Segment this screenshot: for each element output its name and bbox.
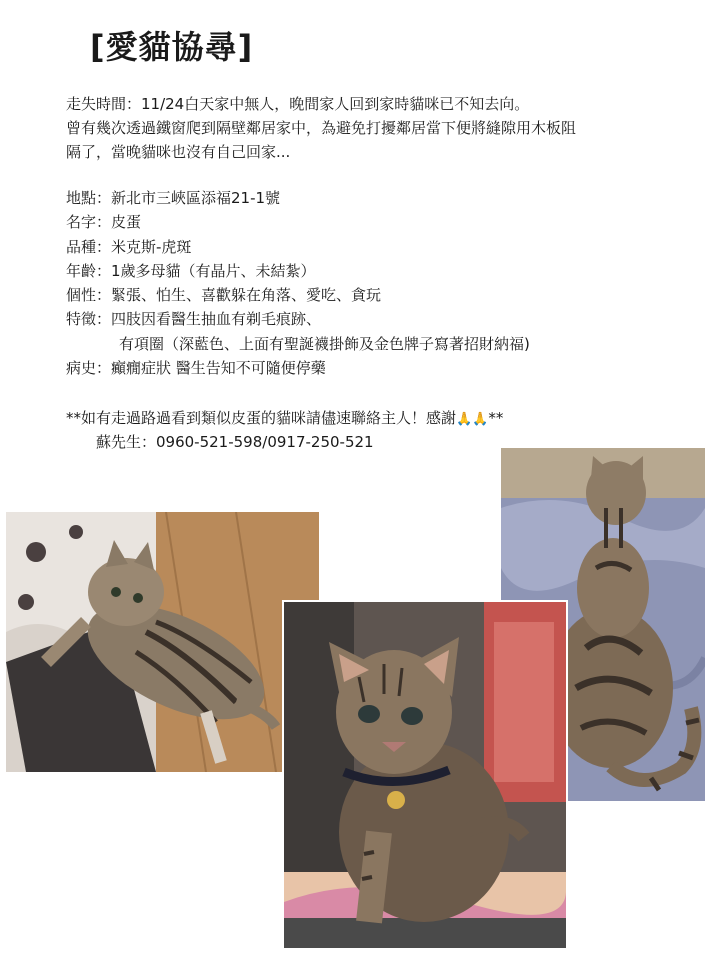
- detail-breed: 品種：米克斯-虎斑: [66, 237, 192, 256]
- notice-suffix: **: [488, 409, 504, 427]
- notice-text: **如有走過路過看到類似皮蛋的貓咪請儘速聯絡主人！感謝: [66, 409, 457, 427]
- contact-line: 蘇先生：0960-521-598/0917-250-521: [96, 433, 374, 451]
- praying-hands-icon: 🙏🙏: [456, 412, 489, 427]
- detail-personality: 個性：緊張、怕生、喜歡躲在角落、愛吃、貪玩: [66, 286, 382, 305]
- detail-history: 病史：癲癇症狀 醫生告知不可隨便停藥: [66, 359, 326, 378]
- poster-title: [愛貓協尋]: [90, 28, 254, 66]
- detail-location: 地點：新北市三峽區添福21-1號: [66, 189, 281, 207]
- lost-time-line: 走失時間：11/24白天家中無人，晚間家人回到家時貓咪已不知去向。: [66, 95, 530, 113]
- cat-photo-front: [284, 602, 566, 948]
- detail-age: 年齡：1歲多母貓（有晶片、未結紮）: [66, 261, 316, 280]
- cat-details-list: [66, 186, 530, 380]
- notice-line: [66, 406, 503, 432]
- cat-photo-lying: [6, 512, 319, 772]
- detail-features-continued: 有項圈（深藍色、上面有聖誕襪掛飾及金色牌子寫著招財納福): [119, 334, 530, 353]
- intro-line-2: 曾有幾次透過鐵窗爬到隔壁鄰居家中，為避免打擾鄰居當下便將縫隙用木板阻: [66, 119, 577, 137]
- detail-name: 名字：皮蛋: [66, 213, 142, 232]
- intro-line-3: 隔了，當晚貓咪也沒有自己回家...: [66, 143, 291, 161]
- detail-features: 特徵：四肢因看醫生抽血有剃毛痕跡、: [66, 310, 322, 329]
- intro-paragraph: [66, 92, 666, 164]
